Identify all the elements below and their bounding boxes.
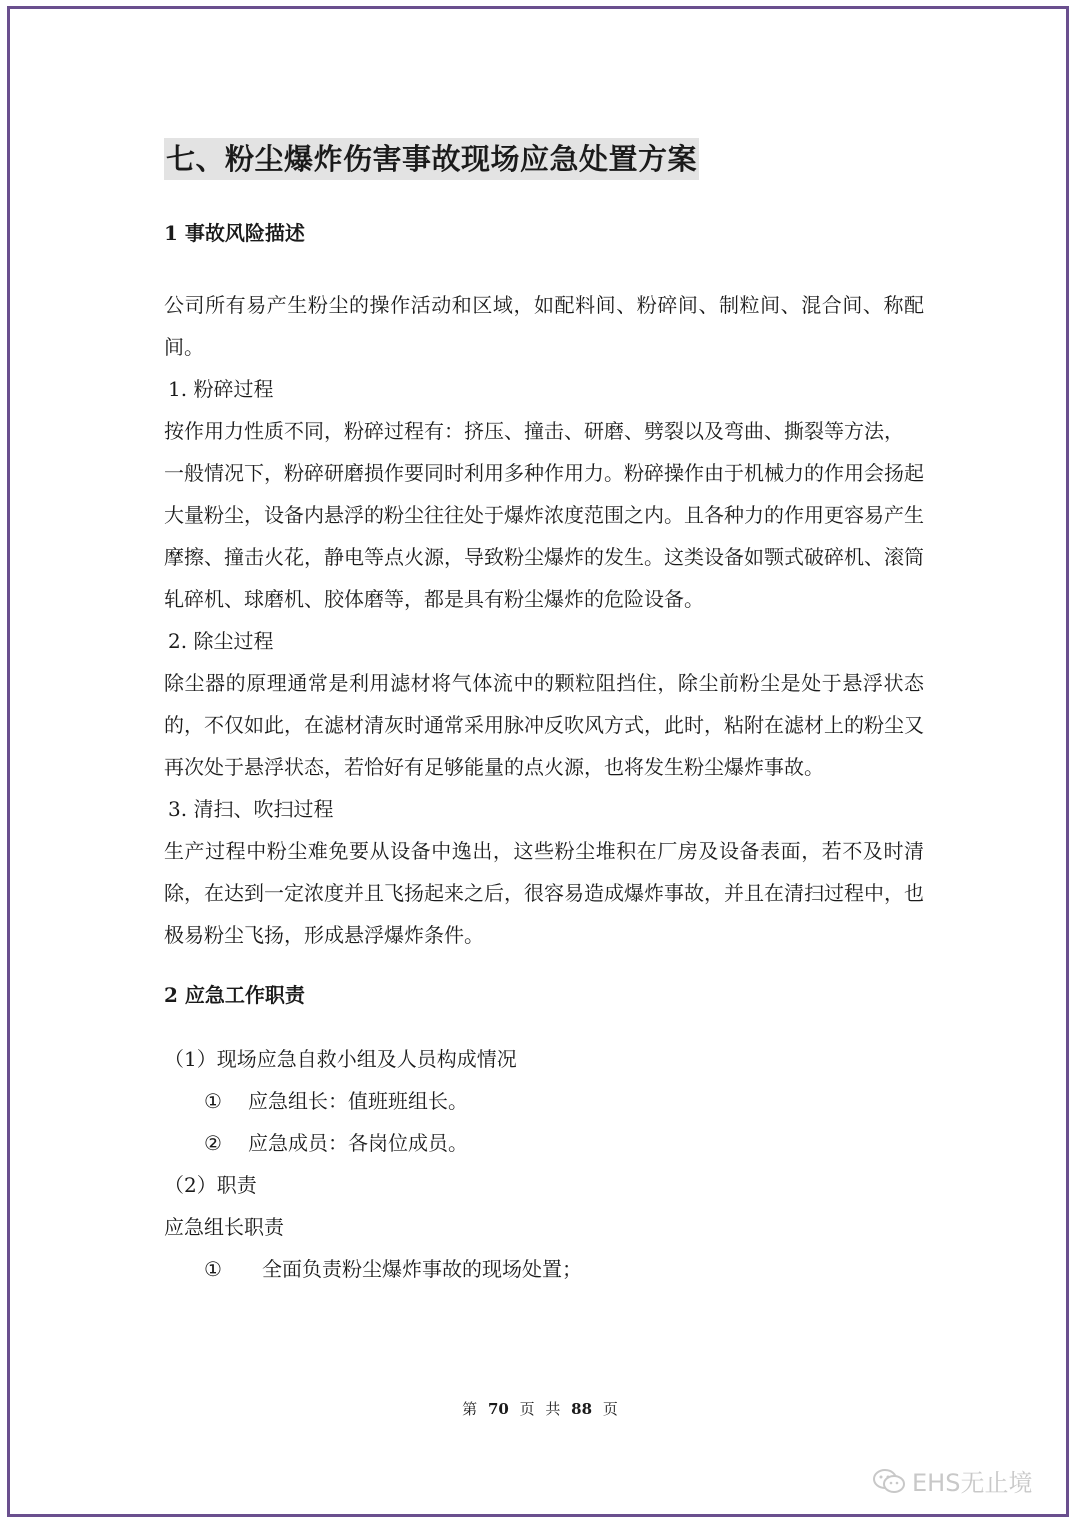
total-page-number: 88 [571, 1400, 593, 1418]
list-number: ① [204, 1089, 222, 1113]
list-item [164, 1248, 924, 1290]
list-text: 应急成员：各岗位成员。 [248, 1131, 468, 1155]
wechat-icon [872, 1468, 906, 1494]
watermark [872, 1463, 1032, 1498]
page-title: 七、粉尘爆炸伤害事故现场应急处置方案 [164, 138, 699, 180]
sub-heading-team: （1）现场应急自救小组及人员构成情况 [164, 1047, 517, 1071]
risk-intro: 公司所有易产生粉尘的操作活动和区域，如配料间、粉碎间、制粒间、混合间、称配间。 [164, 293, 924, 359]
document-body [164, 138, 924, 1290]
list-text: 全面负责粉尘爆炸事故的现场处置； [262, 1257, 582, 1281]
leader-duties-title: 应急组长职责 [164, 1215, 284, 1239]
watermark-text: EHS无止境 [912, 1469, 1033, 1497]
item-label-cleaning: 3. 清扫、吹扫过程 [168, 797, 334, 821]
current-page-number: 70 [487, 1400, 509, 1418]
footer-suffix: 页 [602, 1400, 618, 1418]
list-number: ② [204, 1131, 222, 1155]
team-composition [164, 1038, 924, 1290]
item-paragraph: 按作用力性质不同，粉碎过程有：挤压、撞击、研磨、劈裂以及弯曲、撕裂等方法， [164, 419, 904, 443]
page-footer [0, 1398, 1080, 1419]
list-text: 应急组长：值班班组长。 [248, 1089, 468, 1113]
section-heading-duties: 2 应急工作职责 [164, 983, 305, 1007]
list-number: ① [204, 1257, 222, 1281]
item-paragraph: 一般情况下，粉碎研磨损作要同时利用多种作用力。粉碎操作由于机械力的作用会扬起大量粉尘，设备内悬浮的粉尘往往处于爆炸浓度范围之内。且各种力的作用更容易产生摩擦、撞击火花，静电等点火源，导致粉尘爆炸的发生。这类设备如颚式破碎机、滚筒轧碎机、球磨机、胶体磨等，都是具有粉尘爆炸的危险设备。 [164, 461, 924, 611]
footer-middle: 页 共 [519, 1400, 561, 1418]
item-paragraph: 生产过程中粉尘难免要从设备中逸出，这些粉尘堆积在厂房及设备表面，若不及时清除，在达到一定浓度并且飞扬起来之后，很容易造成爆炸事故，并且在清扫过程中，也极易粉尘飞扬，形成悬浮爆炸条件。 [164, 839, 924, 947]
item-label-crushing: 1. 粉碎过程 [168, 377, 274, 401]
section-heading-risk: 1 事故风险描述 [164, 221, 305, 245]
list-item [164, 1122, 924, 1164]
footer-prefix: 第 [462, 1400, 478, 1418]
item-label-dust-removal: 2. 除尘过程 [168, 629, 274, 653]
sub-heading-duties: （2）职责 [164, 1173, 257, 1197]
list-item [164, 1080, 924, 1122]
item-paragraph: 除尘器的原理通常是利用滤材将气体流中的颗粒阻挡住，除尘前粉尘是处于悬浮状态的，不仅如此，在滤材清灰时通常采用脉冲反吹风方式，此时，粘附在滤材上的粉尘又再次处于悬浮状态，若恰好有足够能量的点火源，也将发生粉尘爆炸事故。 [164, 671, 924, 779]
